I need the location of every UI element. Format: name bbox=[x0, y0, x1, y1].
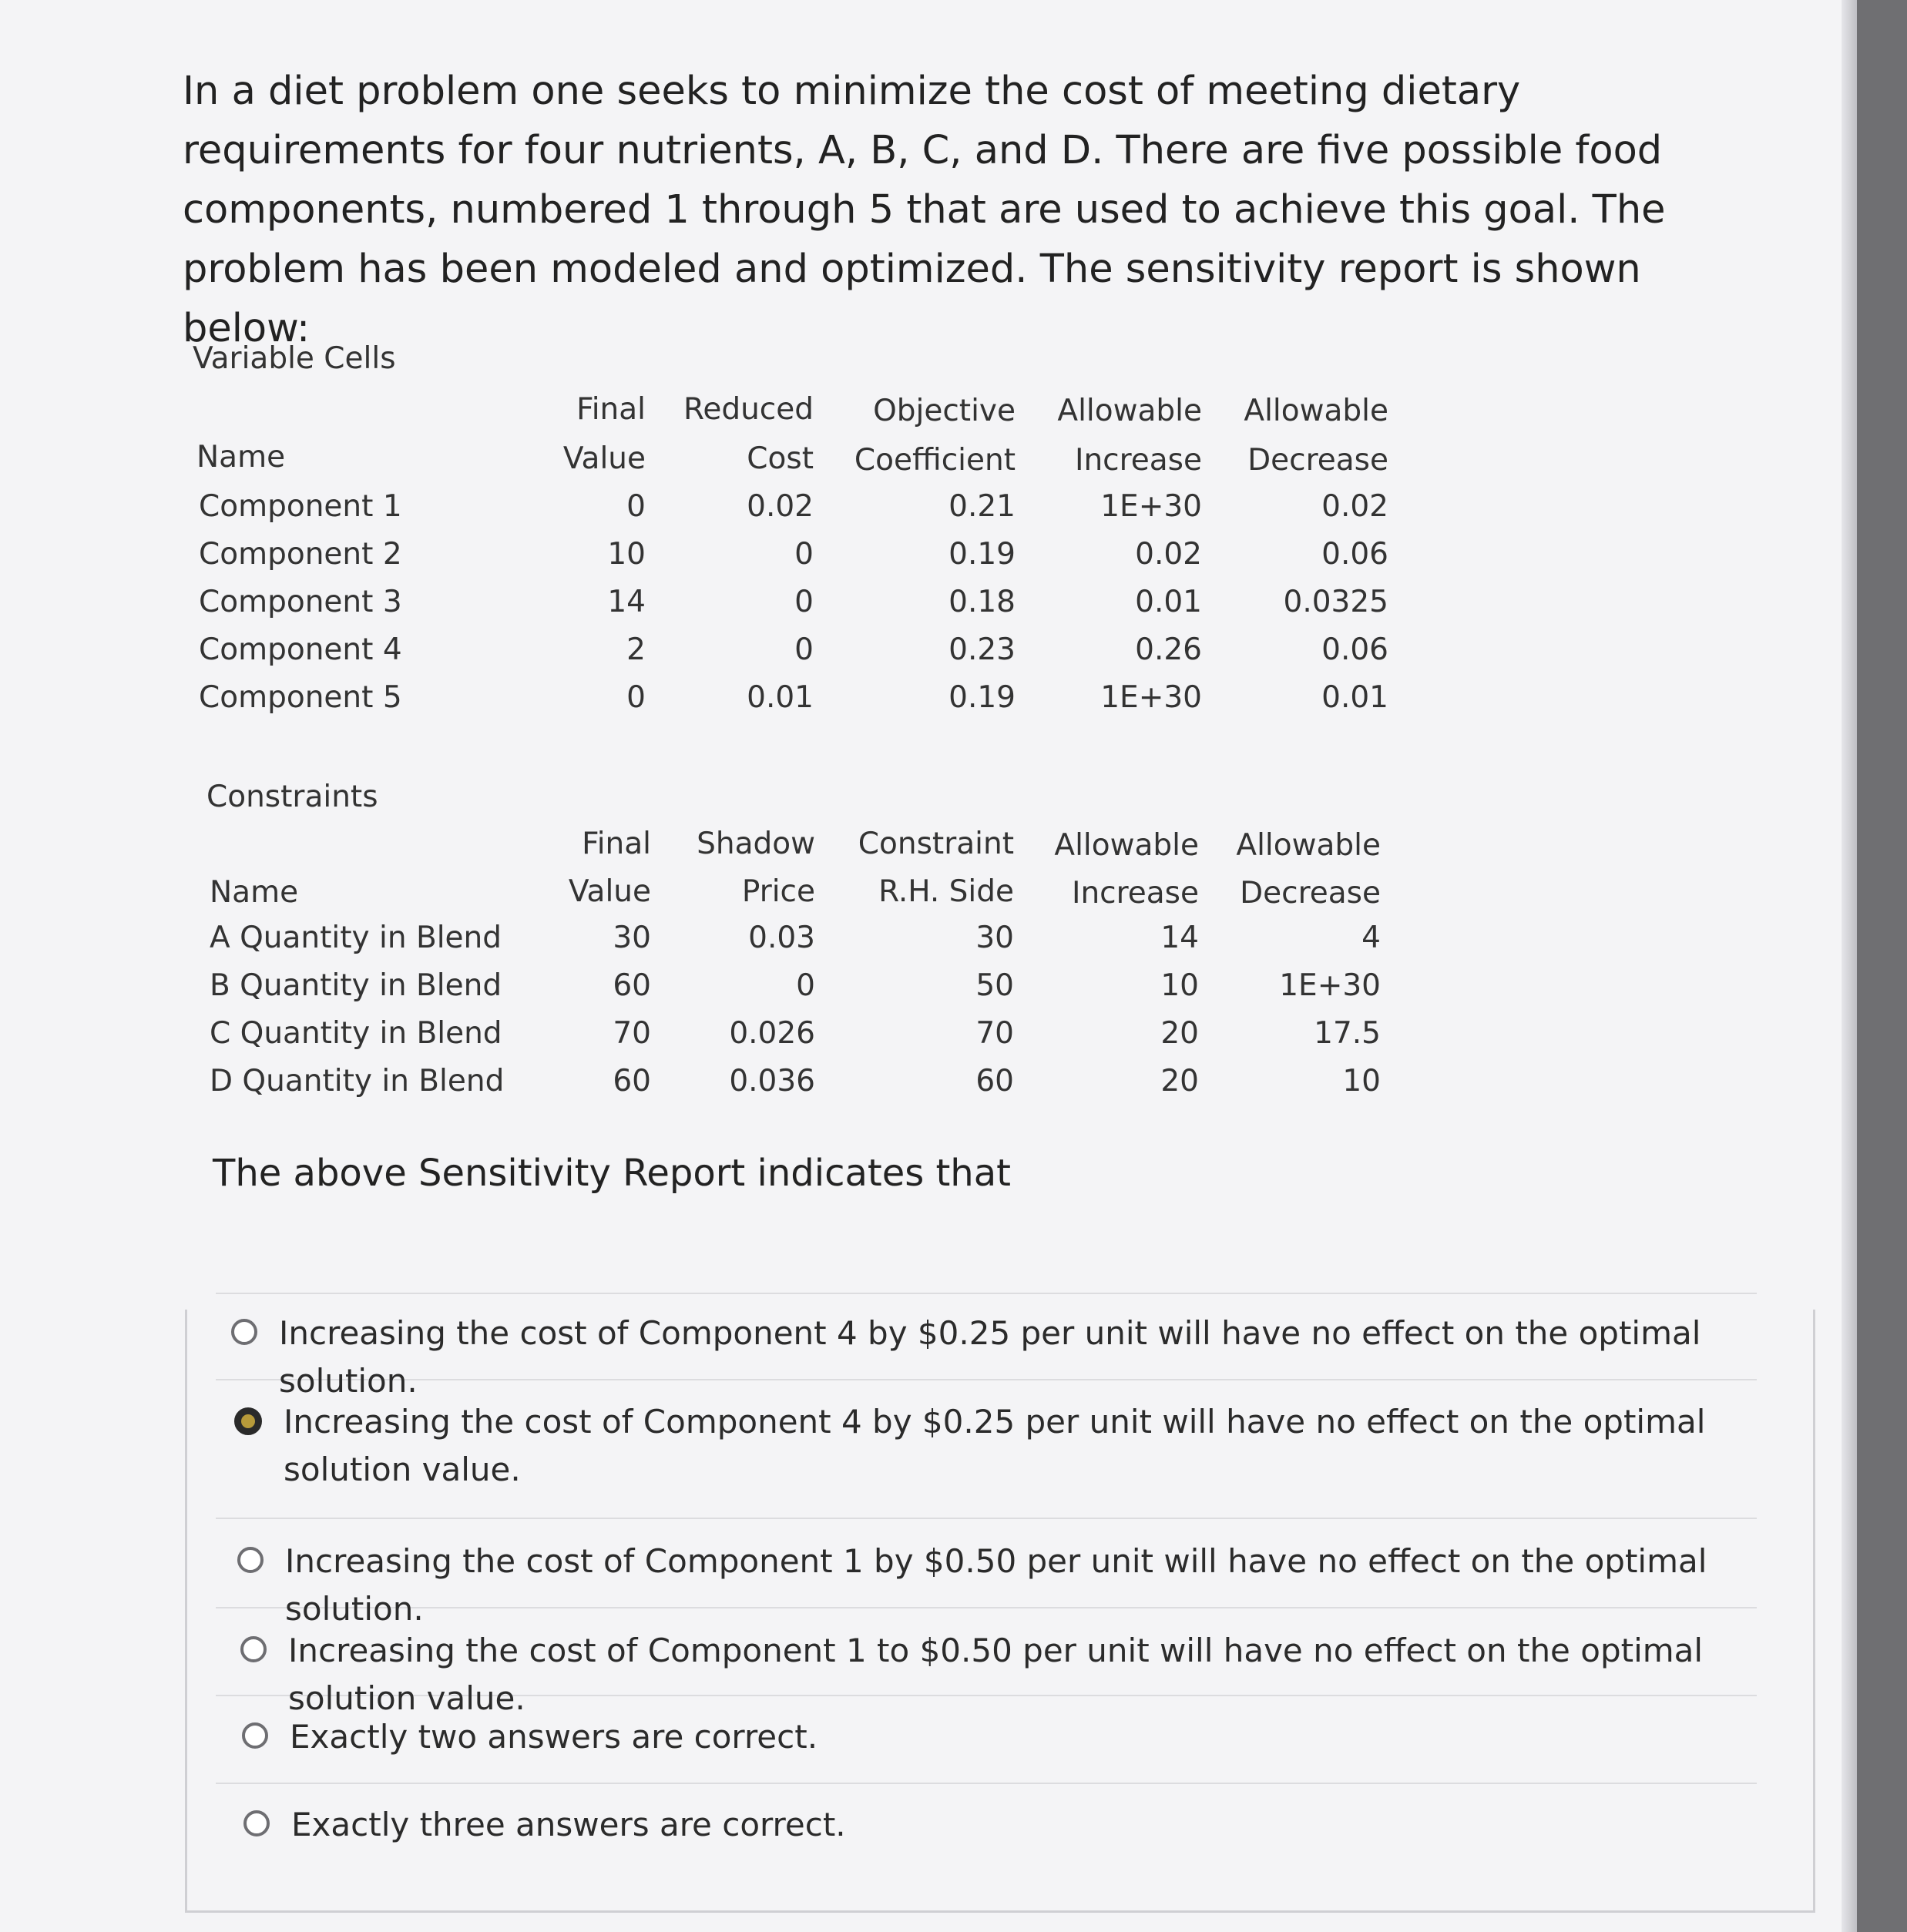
c-row-name: B Quantity in Blend bbox=[210, 968, 502, 1003]
vc-cell: 0.06 bbox=[1321, 632, 1388, 667]
answer-option[interactable] bbox=[240, 1627, 1766, 1722]
vc-cell: 0.0325 bbox=[1283, 585, 1388, 619]
c-row-name: D Quantity in Blend bbox=[210, 1064, 505, 1098]
vc-cell: 0.06 bbox=[1321, 537, 1388, 572]
vc-header-inc-bottom: Increase bbox=[1074, 443, 1202, 478]
vc-cell: 0.02 bbox=[1321, 489, 1388, 524]
vc-cell: 0.26 bbox=[1135, 632, 1202, 667]
c-cell: 0.036 bbox=[729, 1064, 815, 1098]
vc-cell: 2 bbox=[626, 632, 646, 667]
answer-option-label: Exactly two answers are correct. bbox=[290, 1718, 818, 1756]
c-cell: 0.03 bbox=[748, 921, 815, 955]
vc-row-name: Component 3 bbox=[199, 585, 402, 619]
answer-option[interactable] bbox=[243, 1801, 1769, 1849]
c-header-shadow-bottom: Price bbox=[741, 874, 815, 909]
radio-icon[interactable] bbox=[243, 1810, 270, 1836]
answer-option-label: Increasing the cost of Component 1 to $0.50 per unit will have no effect on the optimal solution value. bbox=[288, 1632, 1704, 1717]
vc-header-inc-top: Allowable bbox=[1057, 394, 1202, 428]
c-header-shadow-top: Shadow bbox=[697, 827, 815, 861]
c-header-rhs-top: Constraint bbox=[858, 827, 1014, 861]
vc-header-reduced-bottom: Cost bbox=[747, 441, 814, 476]
vc-header-dec-top: Allowable bbox=[1244, 394, 1388, 428]
vc-header-objective-bottom: Coefficient bbox=[854, 443, 1016, 478]
c-header-final-bottom: Value bbox=[568, 874, 651, 909]
answer-option[interactable] bbox=[242, 1713, 1768, 1761]
divider bbox=[216, 1783, 1757, 1784]
c-header-name: Name bbox=[210, 875, 299, 910]
c-cell: 20 bbox=[1160, 1016, 1199, 1051]
vc-cell: 0 bbox=[794, 585, 814, 619]
vc-cell: 10 bbox=[607, 537, 646, 572]
vc-row-name: Component 2 bbox=[199, 537, 402, 572]
radio-selected-icon[interactable] bbox=[234, 1407, 262, 1435]
answer-option[interactable] bbox=[237, 1538, 1763, 1633]
radio-icon[interactable] bbox=[231, 1319, 257, 1345]
vc-header-reduced-top: Reduced bbox=[683, 392, 814, 427]
c-header-final-top: Final bbox=[582, 827, 651, 861]
vc-header-final-bottom: Value bbox=[562, 441, 646, 476]
c-cell: 20 bbox=[1160, 1064, 1199, 1098]
c-cell: 60 bbox=[613, 1064, 651, 1098]
vc-cell: 0 bbox=[626, 680, 646, 715]
c-cell: 17.5 bbox=[1314, 1016, 1381, 1051]
c-cell: 4 bbox=[1361, 921, 1381, 955]
vc-cell: 1E+30 bbox=[1100, 489, 1202, 524]
vc-cell: 0 bbox=[794, 632, 814, 667]
c-cell: 70 bbox=[613, 1016, 651, 1051]
c-cell: 30 bbox=[613, 921, 651, 955]
c-header-inc-bottom: Increase bbox=[1071, 876, 1199, 911]
constraints-title: Constraints bbox=[206, 780, 378, 814]
c-cell: 14 bbox=[1160, 921, 1199, 955]
vc-cell: 0.01 bbox=[1135, 585, 1202, 619]
vc-cell: 14 bbox=[607, 585, 646, 619]
vc-row-name: Component 4 bbox=[199, 632, 402, 667]
answer-option[interactable] bbox=[234, 1398, 1760, 1494]
vc-cell: 0.01 bbox=[747, 680, 814, 715]
page-edge bbox=[1842, 0, 1857, 1932]
radio-icon[interactable] bbox=[237, 1547, 264, 1573]
c-cell: 50 bbox=[975, 968, 1014, 1003]
c-header-dec-bottom: Decrease bbox=[1240, 876, 1381, 911]
divider bbox=[216, 1518, 1757, 1519]
variable-cells-title: Variable Cells bbox=[193, 341, 396, 376]
c-cell: 10 bbox=[1160, 968, 1199, 1003]
vc-header-objective-top: Objective bbox=[873, 394, 1016, 428]
c-cell: 60 bbox=[613, 968, 651, 1003]
vc-row-name: Component 1 bbox=[199, 489, 402, 524]
answer-option[interactable] bbox=[231, 1310, 1757, 1405]
c-header-inc-top: Allowable bbox=[1054, 828, 1199, 863]
c-header-dec-top: Allowable bbox=[1236, 828, 1381, 863]
vc-cell: 0.19 bbox=[948, 537, 1016, 572]
vc-cell: 0.19 bbox=[948, 680, 1016, 715]
divider bbox=[216, 1293, 1757, 1294]
answer-option-label: Increasing the cost of Component 1 by $0.50 per unit will have no effect on the optimal solution. bbox=[285, 1542, 1707, 1628]
c-header-rhs-bottom: R.H. Side bbox=[878, 874, 1014, 909]
vc-cell: 0.21 bbox=[948, 489, 1016, 524]
vc-cell: 0.01 bbox=[1321, 680, 1388, 715]
c-cell: 60 bbox=[975, 1064, 1014, 1098]
vc-row-name: Component 5 bbox=[199, 680, 402, 715]
answer-option-label: Increasing the cost of Component 4 by $0.25 per unit will have no effect on the optimal solution. bbox=[279, 1314, 1701, 1400]
vc-cell: 0.02 bbox=[1135, 537, 1202, 572]
vc-cell: 0 bbox=[626, 489, 646, 524]
c-cell: 10 bbox=[1342, 1064, 1381, 1098]
vc-cell: 0 bbox=[794, 537, 814, 572]
answer-option-label: Exactly three answers are correct. bbox=[291, 1806, 846, 1843]
vc-cell: 0.18 bbox=[948, 585, 1016, 619]
c-cell: 0.026 bbox=[729, 1016, 815, 1051]
c-row-name: C Quantity in Blend bbox=[210, 1016, 502, 1051]
vc-header-name: Name bbox=[196, 440, 286, 475]
vc-header-final-top: Final bbox=[576, 392, 646, 427]
vc-cell: 0.02 bbox=[747, 489, 814, 524]
c-cell: 0 bbox=[796, 968, 815, 1003]
vc-header-dec-bottom: Decrease bbox=[1247, 443, 1388, 478]
answer-option-label: Increasing the cost of Component 4 by $0.25 per unit will have no effect on the optimal solution value. bbox=[284, 1403, 1706, 1488]
c-cell: 30 bbox=[975, 921, 1014, 955]
question-text: In a diet problem one seeks to minimize the cost of meeting dietary requirements for four nutrients, A, B, C, and D. There are five possible food components, numbered 1 through 5 that are used to achieve this goal. The problem has been modeled and optimized. The sensitivity report is shown below: bbox=[183, 69, 1666, 351]
vc-cell: 0.23 bbox=[948, 632, 1016, 667]
c-row-name: A Quantity in Blend bbox=[210, 921, 502, 955]
radio-icon[interactable] bbox=[240, 1636, 267, 1662]
vc-cell: 1E+30 bbox=[1100, 680, 1202, 715]
c-cell: 70 bbox=[975, 1016, 1014, 1051]
radio-icon[interactable] bbox=[242, 1722, 268, 1749]
c-cell: 1E+30 bbox=[1279, 968, 1381, 1003]
lead-text: The above Sensitivity Report indicates that bbox=[213, 1152, 1011, 1195]
